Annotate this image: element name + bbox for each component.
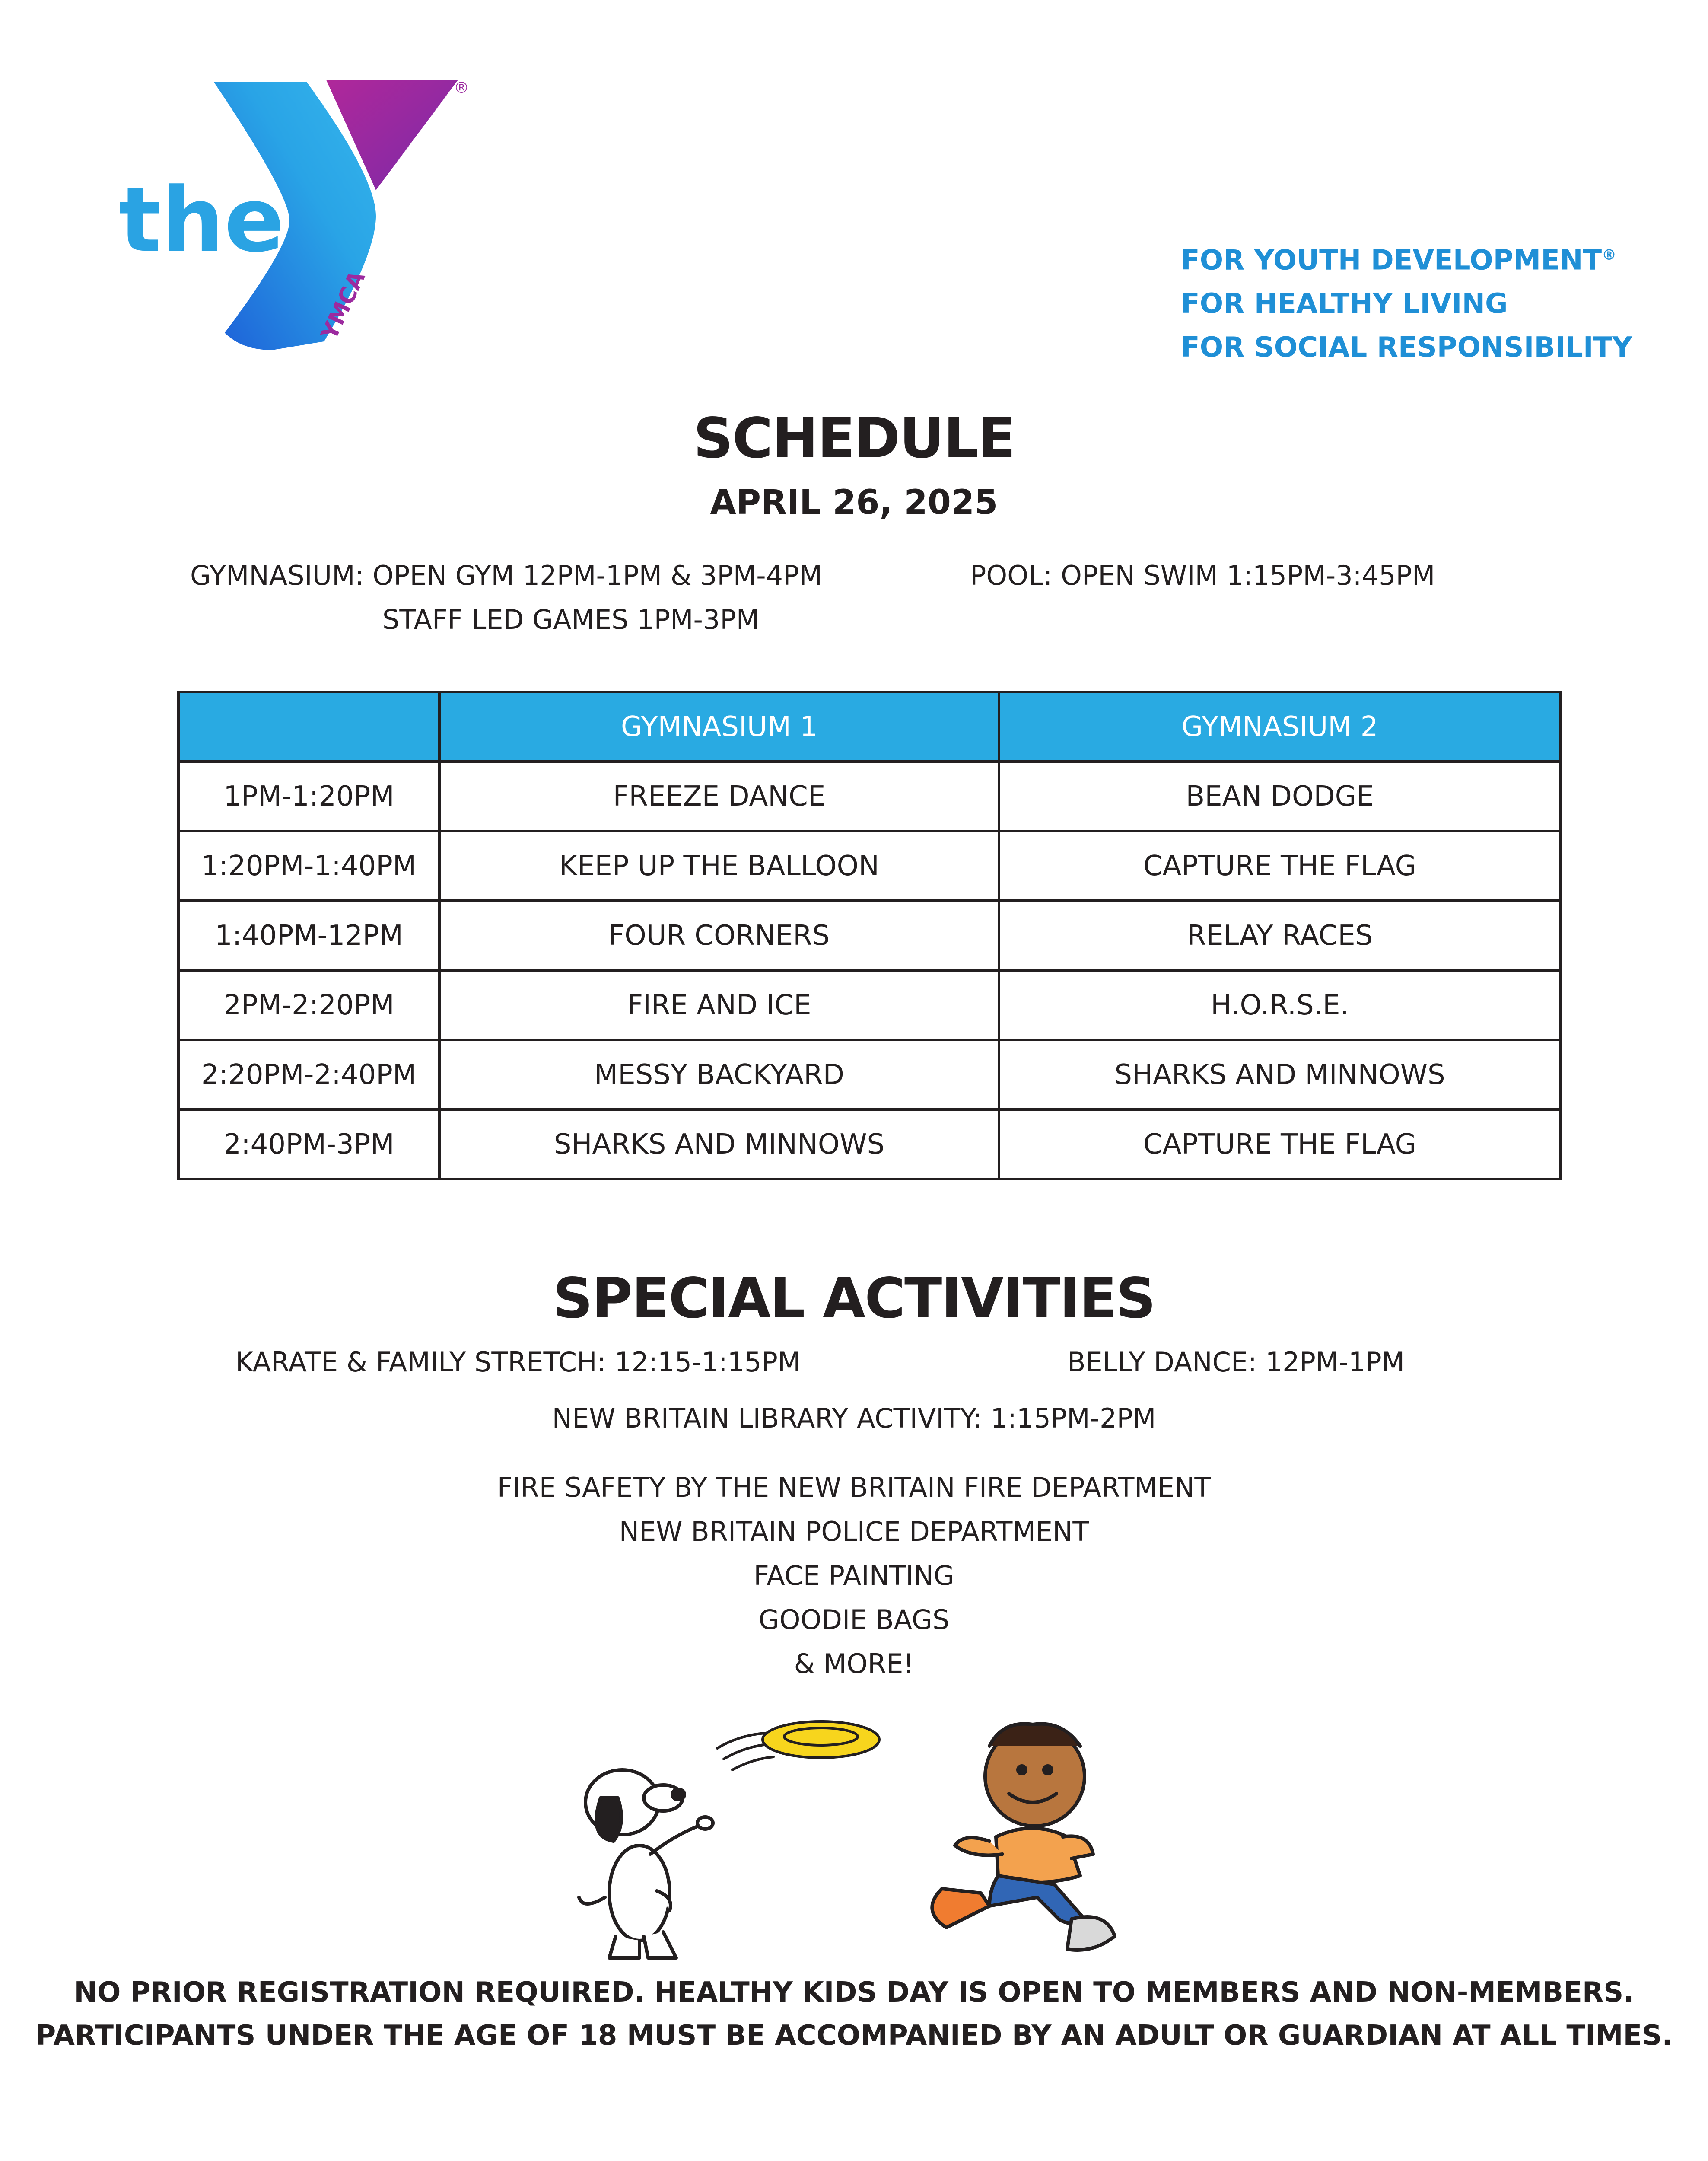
gym-2-activity: CAPTURE THE FLAG (999, 831, 1561, 901)
footer-line-1: NO PRIOR REGISTRATION REQUIRED. HEALTHY KIDS DAY IS OPEN TO MEMBERS AND NON-MEMBERS. (74, 1976, 1634, 2008)
gym-2-activity: H.O.R.S.E. (999, 970, 1561, 1040)
gym-1-activity: MESSY BACKYARD (439, 1040, 999, 1109)
gym-hours: GYMNASIUM: OPEN GYM 12PM-1PM & 3PM-4PM (190, 560, 822, 591)
pool-hours: POOL: OPEN SWIM 1:15PM-3:45PM (970, 560, 1435, 591)
table-row (178, 1109, 1561, 1179)
time-cell: 2:40PM-3PM (178, 1109, 439, 1179)
frisbee (763, 1721, 879, 1758)
special-list-item: FIRE SAFETY BY THE NEW BRITAIN FIRE DEPARTMENT (497, 1472, 1211, 1503)
library-activity: NEW BRITAIN LIBRARY ACTIVITY: 1:15PM-2PM (552, 1402, 1156, 1434)
time-cell: 2PM-2:20PM (178, 970, 439, 1040)
table-row (178, 901, 1561, 970)
staff-games-hours: STAFF LED GAMES 1PM-3PM (382, 604, 760, 635)
table-row (178, 970, 1561, 1040)
tagline-line-1: FOR YOUTH DEVELOPMENT® (1181, 244, 1617, 277)
special-list-item: GOODIE BAGS (758, 1604, 950, 1635)
header-time (178, 692, 439, 762)
gym-2-activity: CAPTURE THE FLAG (999, 1109, 1561, 1179)
gym-1-activity: FIRE AND ICE (439, 970, 999, 1040)
page-title: SCHEDULE (693, 406, 1015, 471)
gym-2-activity: SHARKS AND MINNOWS (999, 1040, 1561, 1109)
special-activities-title: SPECIAL ACTIVITIES (553, 1266, 1155, 1331)
page-date: APRIL 26, 2025 (710, 483, 998, 522)
table-header-row (178, 692, 1561, 762)
gym-1-activity: KEEP UP THE BALLOON (439, 831, 999, 901)
gym-1-activity: FREEZE DANCE (439, 762, 999, 831)
schedule-table (177, 691, 1562, 1180)
special-list-item: & MORE! (794, 1648, 914, 1680)
belly-dance-activity: BELLY DANCE: 12PM-1PM (1067, 1346, 1405, 1378)
tagline-line-2: FOR HEALTHY LIVING (1181, 288, 1508, 320)
special-list-item: NEW BRITAIN POLICE DEPARTMENT (619, 1516, 1089, 1547)
tagline-line-3: FOR SOCIAL RESPONSIBILITY (1181, 331, 1632, 364)
header-gym-1: GYMNASIUM 1 (439, 692, 999, 762)
logo-wordmark: the (119, 169, 284, 272)
footer-line-2: PARTICIPANTS UNDER THE AGE OF 18 MUST BE ACCOMPANIED BY AN ADULT OR GUARDIAN AT ALL TIMES. (35, 2020, 1673, 2052)
snoopy-figure (579, 1770, 713, 1958)
header-gym-2: GYMNASIUM 2 (999, 692, 1561, 762)
gym-1-activity: FOUR CORNERS (439, 901, 999, 970)
logo-registered-mark: ® (454, 79, 469, 97)
time-cell: 2:20PM-2:40PM (178, 1040, 439, 1109)
time-cell: 1:20PM-1:40PM (178, 831, 439, 901)
gym-2-activity: RELAY RACES (999, 901, 1561, 970)
table-row (178, 1040, 1561, 1109)
special-list-item: FACE PAINTING (754, 1560, 954, 1591)
franklin-figure (932, 1724, 1115, 1950)
table-row (178, 831, 1561, 901)
peanuts-illustration (575, 1694, 1145, 1971)
table-row (178, 762, 1561, 831)
time-cell: 1:40PM-12PM (178, 901, 439, 970)
karate-activity: KARATE & FAMILY STRETCH: 12:15-1:15PM (235, 1346, 801, 1378)
tagline (1181, 233, 1632, 370)
gym-2-activity: BEAN DODGE (999, 762, 1561, 831)
logo-ymca-letters: YMCA (316, 267, 371, 344)
time-cell: 1PM-1:20PM (178, 762, 439, 831)
ymca-logo (117, 73, 488, 367)
gym-1-activity: SHARKS AND MINNOWS (439, 1109, 999, 1179)
